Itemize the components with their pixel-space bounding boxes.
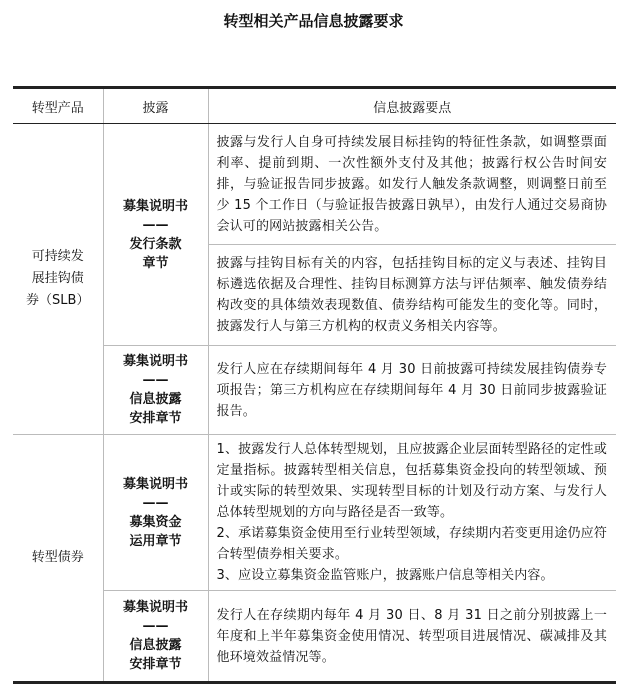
section-slb-terms (103, 124, 208, 346)
detail-slb-terms-2: 披露与挂钩目标有关的内容，包括挂钩目标的定义与表述、挂钩目标遴选依据及合理性、挂钩目标测算方法与评估频率、触发债券结构改变的具体绩效表现数值、债券结构可能发生的变化等。同时，披露发行人与第三方机构的权责义务相关内容等。 (208, 245, 616, 346)
disclosure-table (13, 86, 616, 684)
section-slb-disclosure (103, 346, 208, 435)
section-line: 运用章节 (129, 533, 182, 549)
section-line: 信息披露 (129, 392, 182, 407)
page-title: 转型相关产品信息披露要求 (223, 12, 404, 30)
detail-item: 1、披露发行人总体转型规划，且应披露企业层面转型路径的定性或定量指标。披露转型相关信息，包括募集资金投向的转型领域、预计或实际的转型效果、实现转型目标的计划及行动方案、与发行人总体转型规划的方向与路径是否一致等。 (216, 442, 607, 520)
product-transition: 转型债券 (13, 435, 103, 683)
product-slb-line: 展挂钩债 (31, 271, 84, 286)
product-slb (13, 124, 103, 435)
detail-transition-disclosure: 发行人在存续期内每年 4 月 30 日、8 月 31 日之前分别披露上一年度和上半年募集资金使用情况、转型项目进展情况、碳减排及其他环境效益情况等。 (208, 591, 616, 683)
detail-item: 3、应设立募集资金监管账户，披露账户信息等相关内容。 (216, 568, 554, 583)
section-line: —— (142, 495, 169, 511)
section-transition-funds (103, 435, 208, 591)
section-line: —— (142, 619, 169, 634)
header-disclosure: 披露 (103, 88, 208, 124)
detail-transition-funds (208, 435, 616, 591)
section-line: 募集说明书 (122, 600, 188, 615)
section-line: 信息披露 (129, 638, 182, 653)
section-line: —— (142, 373, 169, 388)
section-line: 安排章节 (129, 657, 182, 672)
section-line: 章节 (142, 255, 169, 271)
table-row (13, 346, 616, 435)
table-row (13, 124, 616, 245)
detail-slb-terms-1: 披露与发行人自身可持续发展目标挂钩的特征性条款，如调整票面利率、提前到期、一次性额外支付及其他；披露行权公告时间安排，与验证报告同步披露。如发行人触发条款调整，则调整日前至少 15 个工作日（与验证报告披露日孰早），由发行人通过交易商协会认可的网站披露相关公告。 (208, 124, 616, 245)
section-transition-disclosure (103, 591, 208, 683)
section-line: 募集说明书 (122, 198, 188, 214)
section-line: 募集资金 (129, 514, 182, 530)
section-line: 发行条款 (129, 236, 182, 252)
header-product: 转型产品 (13, 88, 103, 124)
header-points: 信息披露要点 (208, 88, 616, 124)
section-line: 募集说明书 (122, 354, 188, 369)
section-line: —— (142, 217, 169, 233)
section-line: 募集说明书 (122, 476, 188, 492)
product-slb-line: 可持续发 (31, 249, 84, 264)
table-header-row (13, 88, 616, 124)
detail-item: 2、承诺募集资金使用至行业转型领域，存续期内若变更用途仍应符合转型债券相关要求。 (216, 526, 607, 562)
product-slb-line: 券（SLB） (26, 293, 90, 308)
table-row (13, 435, 616, 591)
table-row (13, 591, 616, 683)
detail-slb-disclosure: 发行人应在存续期间每年 4 月 30 日前披露可持续发展挂钩债券专项报告；第三方机构应在存续期间每年 4 月 30 日前同步披露验证报告。 (208, 346, 616, 435)
section-line: 安排章节 (129, 411, 182, 426)
